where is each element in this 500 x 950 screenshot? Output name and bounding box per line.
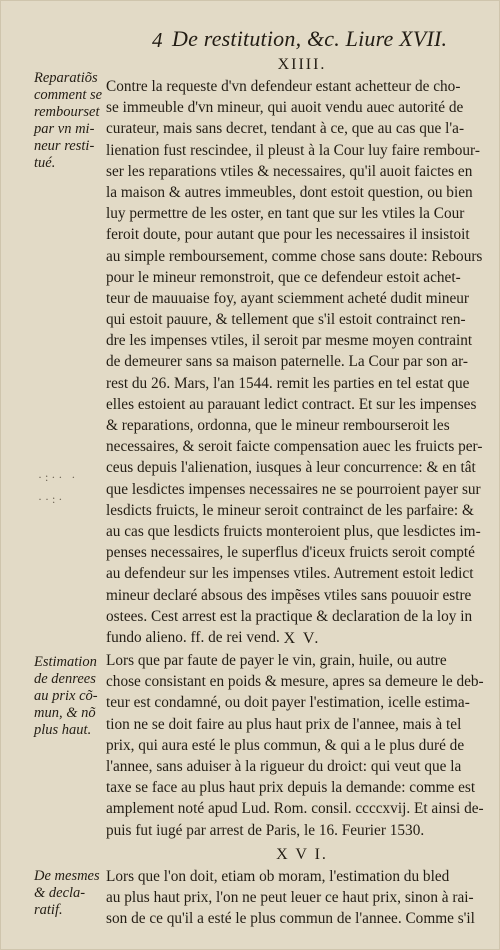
margin-note-16 xyxy=(34,868,106,919)
text-line: luy permettre de les oster, en tant que sur les vtiles la Cour xyxy=(106,205,465,223)
margin-note-line: ratif. xyxy=(34,902,63,918)
section-16 xyxy=(106,844,498,930)
margin-note-line: de denrees xyxy=(34,671,96,687)
text-line: amplement noté apud Lud. Rom. consil. ccccxvij. Et ainsi de- xyxy=(106,800,484,818)
text-line: taxe se face au plus haut prix depuis la demande: comme est xyxy=(106,779,476,797)
text-line: au plus haut prix, l'on ne peut leuer ce haut prix, sinon à rai- xyxy=(106,889,474,907)
text-line: Lors que l'on doit, etiam ob moram, l'estimation du bled xyxy=(106,868,450,885)
text-line: Lors que par faute de payer le vin, grain, huile, ou autre xyxy=(106,652,447,669)
text-line: prix, qui aura esté le plus commun, & qui a le plus duré de xyxy=(106,736,465,754)
text-line: feroit doute, pour autant que pour les necessaires il insistoit xyxy=(106,226,470,244)
text-line: necessaires, & seroit faicte compensation auec les fruicts per- xyxy=(106,438,483,456)
text-line: mineur declaré absous des impẽses vtiles sans pouuoir estre xyxy=(106,586,472,604)
text-line: elles estoient au parauant ledict contract. Et sur les impenses xyxy=(106,395,477,413)
margin-note-line: Reparatiõs xyxy=(34,70,98,86)
text-line: Contre la requeste d'vn defendeur estant achetteur de cho- xyxy=(106,78,461,95)
text-line: & reparations, ordonna, que le mineur rembourseroit les xyxy=(106,417,450,434)
text-line: son de ce qu'il a esté le plus commun de l'annee. Comme s'il xyxy=(106,910,475,928)
text-line: lesdicts fruicts, le mineur seroit contrainct de les parfaire: & xyxy=(106,501,474,519)
text-line: puis fut iugé par arrest de Paris, le 16. Feurier 1530. xyxy=(106,821,425,839)
ink-specks: ·:·· · xyxy=(38,470,79,484)
ink-specks: ··:· xyxy=(38,492,66,506)
text-line: lienation fust rescindee, il pleust à la Cour luy faire rembour- xyxy=(106,141,480,159)
page-header xyxy=(0,22,500,50)
margin-note-line: & decla- xyxy=(34,885,86,901)
text-line: l'annee, sans aduiser à la rigueur du droict: qui veut que la xyxy=(106,757,462,775)
text-line: ser les reparations vtiles & necessaires, qu'il auoit faictes en xyxy=(106,162,473,180)
text-line: penses necessaires, le superflus d'iceux fruicts seroit compté xyxy=(106,544,475,562)
margin-note-line: mun, & nõ xyxy=(34,705,96,721)
margin-note-14 xyxy=(34,70,106,172)
text-line: dre les impenses vtiles, il seroit par mesme moyen contraint xyxy=(106,332,473,350)
margin-note-line: comment se xyxy=(34,87,103,103)
text-line: au simple remboursement, comme chose sans doute: Rebours xyxy=(106,247,483,265)
text-line: pour le mineur remonstroit, que ce defendeur estoit achet- xyxy=(106,268,461,286)
section-number: X V I. xyxy=(276,846,328,863)
margin-note-line: De mesmes xyxy=(34,868,100,884)
margin-note-line: plus haut. xyxy=(34,722,92,738)
margin-note-15 xyxy=(34,654,106,739)
text-line: teur est condamné, ou doit payer l'estimation, icelle estima- xyxy=(106,694,470,712)
margin-note-line: Estimation xyxy=(34,654,97,670)
text-line: ostees. Cest arrest est la practique & declaration de la loy in xyxy=(106,607,473,625)
running-title: De restitution, &c. Liure XVII. xyxy=(172,26,448,51)
margin-note-line: rembourset xyxy=(34,104,100,120)
text-line: se immeuble d'vn mineur, qui auoit vendu auec autorité de xyxy=(106,99,464,117)
text-line: ceus depuis l'alienation, iusques à leur concurrence: & en tât xyxy=(106,459,476,477)
text-line: au defendeur sur les impenses vtiles. Autrement estoit ledict xyxy=(106,565,474,583)
text-line: au cas que lesdicts fruicts monteroient plus, que lesdictes im- xyxy=(106,522,481,540)
section-14 xyxy=(106,54,498,648)
text-line: que lesdictes impenses necessaires ne se pourroient payer sur xyxy=(106,480,481,498)
margin-note-line: neur resti- xyxy=(34,138,95,154)
text-line: fundo alieno. ff. de rei vend. xyxy=(106,628,280,646)
text-line: rest du 26. Mars, l'an 1544. remit les parties en tel estat que xyxy=(106,374,470,392)
margin-note-line: tué. xyxy=(34,155,56,171)
text-line: chose consistant en poids & mesure, apres sa demeure le deb- xyxy=(106,673,484,691)
text-line: curateur, mais sans decret, tendant à ce, que au cas que l'a- xyxy=(106,120,465,138)
text-line: tion ne se doit faire au plus haut prix de l'annee, mais à tel xyxy=(106,715,462,733)
section-15 xyxy=(106,628,498,841)
folio-number: 4 xyxy=(152,28,163,52)
margin-note-line: au prix cõ- xyxy=(34,688,98,704)
text-line: qui estoit pauure, & tellement que s'il estoit contrainct ren- xyxy=(106,311,466,329)
text-line: de demeurer sans sa maison paternelle. La Cour par son ar- xyxy=(106,353,469,371)
section-number: XIIII. xyxy=(277,56,327,73)
margin-note-line: par vn mi- xyxy=(34,121,95,137)
section-number: X V. xyxy=(283,630,321,647)
text-line: la maison & autres immeubles, dont estoit question, ou bien xyxy=(106,183,473,201)
text-line: teur de mauuaise foy, ayant sciemment acheté dudit mineur xyxy=(106,289,470,307)
